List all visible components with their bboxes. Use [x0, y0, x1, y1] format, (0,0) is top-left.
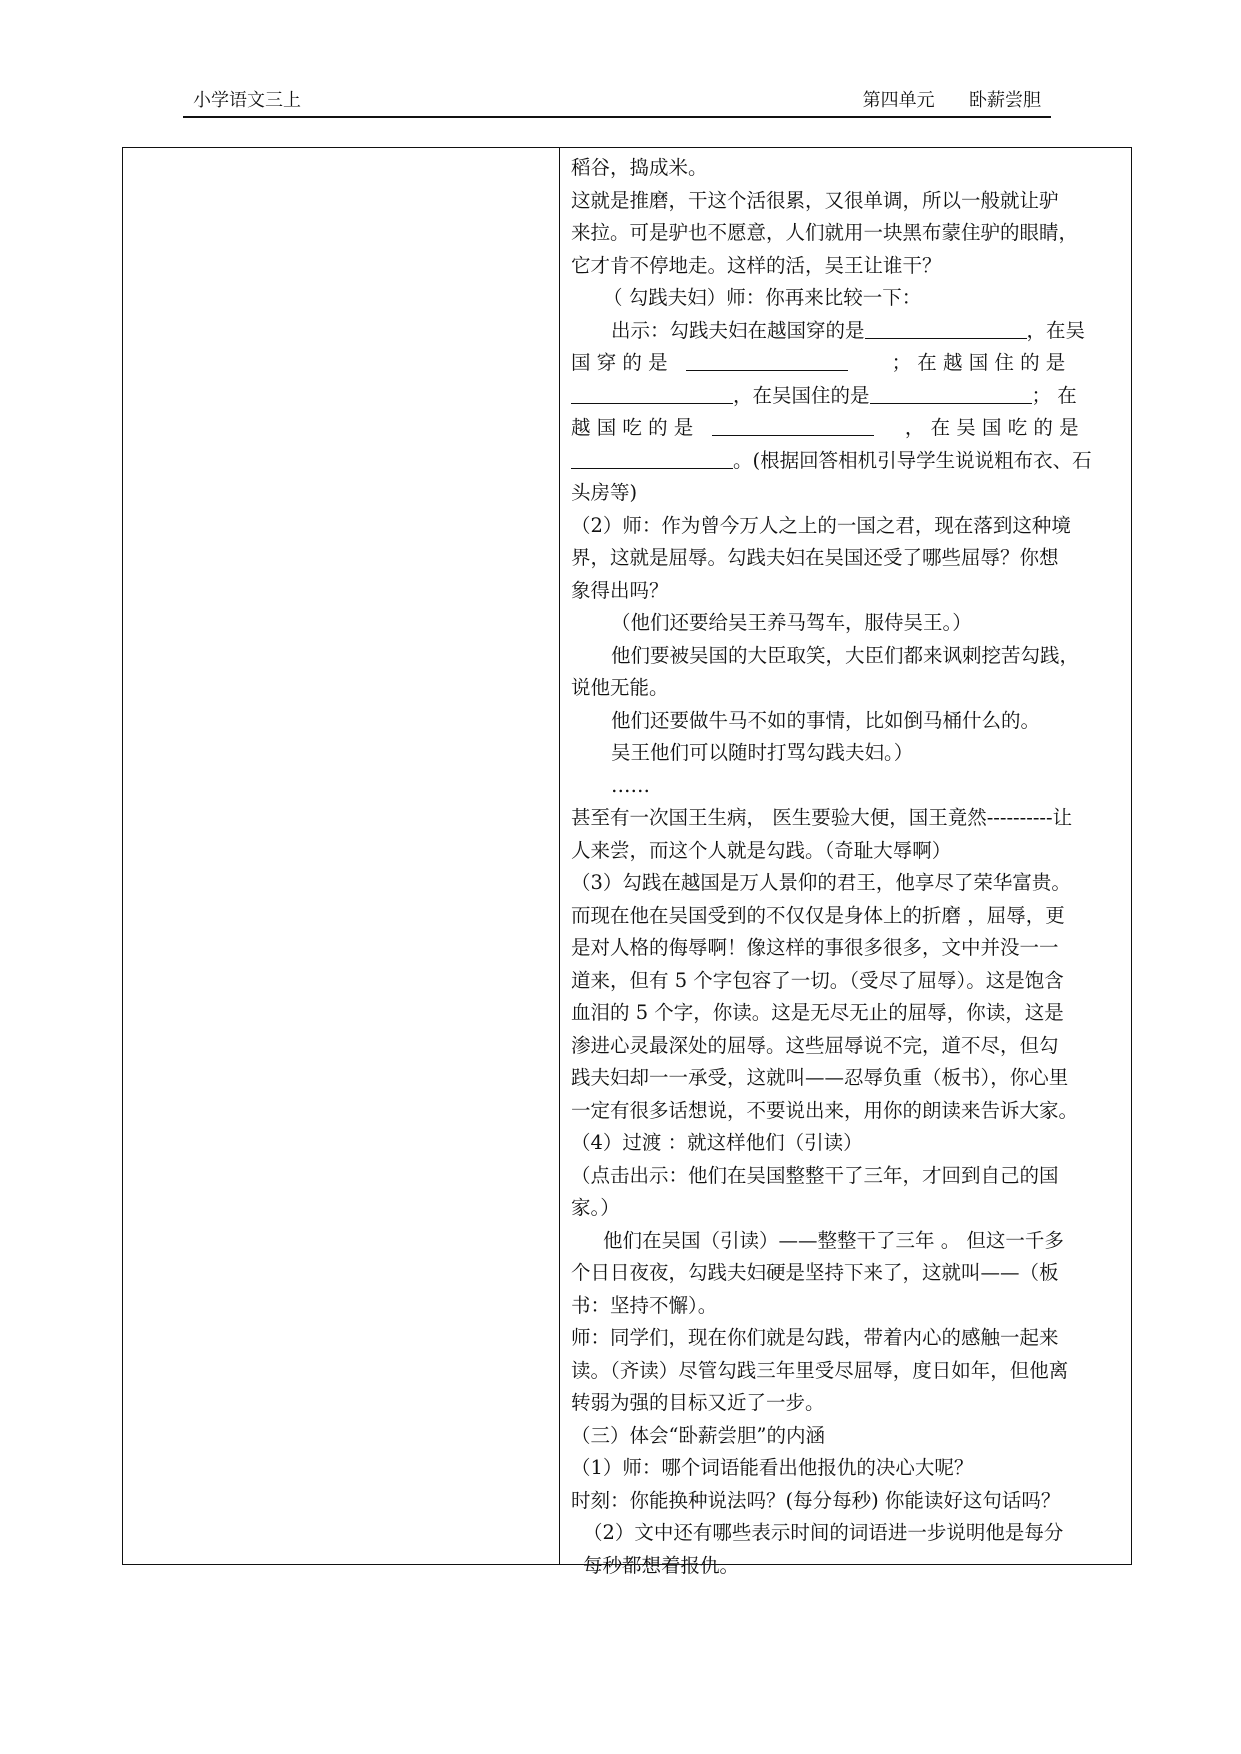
text-line: （他们还要给吴王养马驾车，服侍吴王。） — [611, 611, 972, 634]
text-fragment: 国 穿 的 是 — [571, 351, 668, 374]
text-line: （2）文中还有哪些表示时间的词语进一步说明他是每分 — [583, 1521, 1064, 1544]
text-line: 来拉。可是驴也不愿意，人们就用一块黑布蒙住驴的眼睛， — [571, 221, 1079, 244]
text-line: 书：坚持不懈）。 — [571, 1293, 718, 1317]
text-line: 他们要被吴国的大臣取笑，大臣们都来讽刺挖苦勾践， — [611, 643, 1080, 667]
fill-blank-line — [571, 347, 1127, 380]
text-fragment: ，在吴国住的是 — [733, 383, 870, 407]
text-fragment: ； 在 — [1031, 383, 1077, 407]
text-line: 渗进心灵最深处的屈辱。这些屈辱说不完，道不尽，但勾 — [571, 1033, 1059, 1057]
text-line: 个日日夜夜，勾践夫妇硬是坚持下来了，这就叫——（板 — [571, 1261, 1059, 1284]
answer-blank[interactable] — [865, 318, 1027, 339]
text-line: 践夫妇却一一承受，这就叫——忍辱负重（板书），你心里 — [571, 1066, 1069, 1089]
text-line: （3）勾践在越国是万人景仰的君王，他享尽了荣华富贵。 — [571, 871, 1071, 894]
text-line: 血泪的 5 个字，你读。这是无尽无止的屈辱，你读，这是 — [571, 1001, 1064, 1024]
text-line: 人来尝，而这个人就是勾践。（奇耻大辱啊） — [571, 838, 952, 862]
lesson-content — [571, 152, 1127, 1582]
text-line: 稻谷，捣成米。 — [571, 156, 708, 179]
text-fragment: 出示：勾践夫妇在越国穿的是 — [611, 318, 865, 342]
text-line: 甚至有一次国王生病， 医生要验大便，国王竟然----------让 — [571, 806, 1073, 829]
text-line: 师：同学们，现在你们就是勾践，带着内心的感触一起来 — [571, 1326, 1059, 1349]
fill-blank-line — [571, 445, 1127, 478]
text-line: 头房等) — [571, 481, 638, 504]
text-line: 这就是推磨，干这个活很累，又很单调，所以一般就让驴 — [571, 188, 1059, 212]
lesson-table — [122, 147, 1132, 1577]
text-line: 时刻：你能换种说法吗？(每分每秒) 你能读好这句话吗？ — [571, 1488, 1061, 1512]
fill-blank-line — [571, 412, 1127, 445]
text-line: （2）师：作为曾今万人之上的一国之君，现在落到这种境 — [571, 513, 1071, 537]
text-line: 道来，但有 5 个字包容了一切。（受尽了屈辱）。这是饱含 — [571, 968, 1064, 992]
text-line: 说他无能。 — [571, 676, 669, 699]
answer-blank[interactable] — [571, 383, 733, 404]
answer-blank[interactable] — [571, 448, 733, 469]
fill-blank-line — [571, 380, 1127, 413]
text-line: 转弱为强的目标又近了一步。 — [571, 1391, 825, 1414]
text-line: 家。） — [571, 1196, 620, 1219]
text-line: 他们在吴国（引读）——整整干了三年 。 但这一千多 — [603, 1228, 1064, 1252]
text-line: 每秒都想着报仇。 — [583, 1553, 740, 1577]
text-line: 一定有很多话想说，不要说出来，用你的朗读来告诉大家。 — [571, 1098, 1079, 1122]
header-unit-title: 第四单元 卧薪尝胆 — [862, 90, 1041, 111]
text-fragment: 。(根据回答相机引导学生说说粗布衣、石 — [733, 448, 1092, 472]
answer-blank[interactable] — [870, 383, 1032, 404]
text-fragment: ， 在 吴 国 吃 的 是 — [904, 416, 1079, 439]
text-line: …… — [611, 773, 650, 797]
text-line: 吴王他们可以随时打骂勾践夫妇。） — [611, 741, 914, 764]
text-line: （三）体会“卧薪尝胆”的内涵 — [571, 1423, 825, 1447]
answer-blank[interactable] — [712, 415, 874, 436]
text-fragment: ，在吴 — [1026, 318, 1086, 342]
text-line: 它才肯不停地走。这样的活，吴王让谁干？ — [571, 253, 942, 277]
fill-blank-line — [571, 315, 1127, 348]
text-line: （点击出示：他们在吴国整整干了三年，才回到自己的国 — [571, 1163, 1059, 1187]
text-line: （ 勾践夫妇）师：你再来比较一下： — [603, 286, 922, 309]
text-line: 他们还要做牛马不如的事情，比如倒马桶什么的。 — [611, 708, 1041, 732]
text-line: 象得出吗？ — [571, 578, 669, 602]
text-fragment: ； 在 越 国 住 的 是 — [891, 351, 1066, 374]
text-line: 读。（齐读）尽管勾践三年里受尽屈辱，度日如年，但他离 — [571, 1358, 1069, 1382]
text-line: （4）过渡 ：就这样他们（引读） — [571, 1131, 863, 1154]
text-line: 是对人格的侮辱啊！像这样的事很多很多，文中并没一一 — [571, 936, 1059, 959]
answer-blank[interactable] — [686, 350, 848, 371]
text-line: 而现在他在吴国受到的不仅仅是身体上的折磨 ，屈辱，更 — [571, 903, 1065, 927]
page-header — [183, 86, 1051, 118]
text-line: （1）师：哪个词语能看出他报仇的决心大呢？ — [571, 1456, 974, 1479]
header-book-title: 小学语文三上 — [193, 90, 301, 111]
text-fragment: 越 国 吃 的 是 — [571, 416, 694, 439]
text-line: 界，这就是屈辱。勾践夫妇在吴国还受了哪些屈辱？你想 — [571, 546, 1059, 569]
column-divider — [559, 148, 560, 1564]
